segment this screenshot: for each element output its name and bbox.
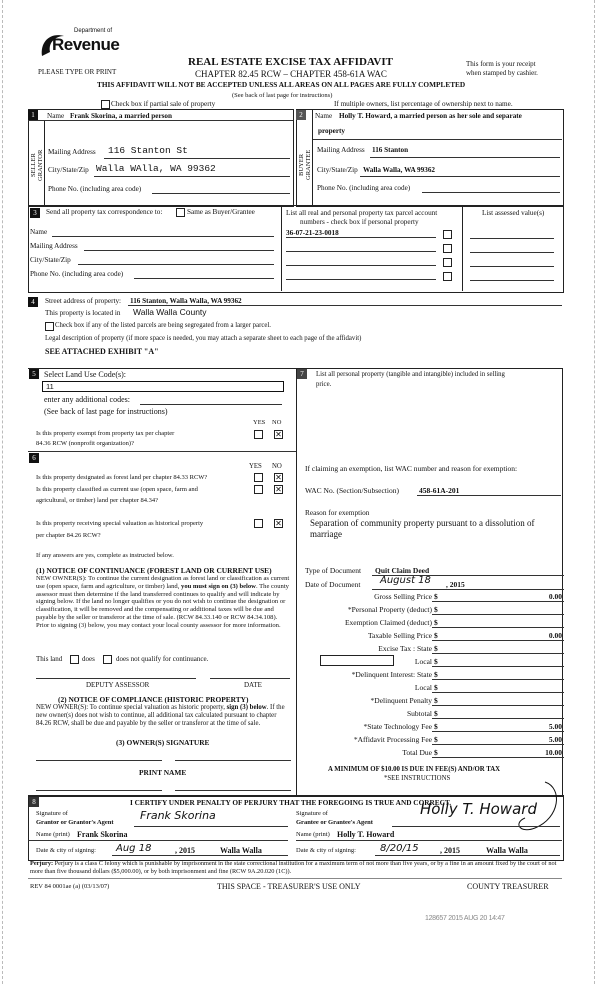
section-2-number: 2 bbox=[296, 110, 306, 120]
grantee-sig-label-1: Signature of bbox=[296, 810, 328, 817]
notice-compliance-body: NEW OWNER(S): To continue special valuation as historic property, sign (3) below. If the new owner(s) does not wish to continue, all additional tax calculated pursuant to chapter 84.26 RCW, shall be due and payable by the seller or transferor at the time of sale. bbox=[36, 704, 285, 727]
land-use-label: Select Land Use Code(s): bbox=[44, 370, 126, 379]
section-3-number: 3 bbox=[30, 208, 40, 218]
currency-symbol: $ bbox=[434, 735, 438, 744]
land-use-code: 11 bbox=[46, 382, 54, 391]
buyer-phone-label: Phone No. (including area code) bbox=[317, 184, 411, 192]
receipt-note-1: This form is your receipt bbox=[466, 60, 536, 68]
cashier-stamp: 128657 2015 AUG 20 14:47 bbox=[425, 915, 505, 922]
partial-sale-label: Check box if partial sale of property bbox=[111, 100, 216, 108]
historic-question-1: Is this property receiving special valuation as historical property bbox=[36, 520, 204, 527]
grantee-year: , 2015 bbox=[440, 846, 460, 855]
fee-label: *Delinquent Interest: State bbox=[351, 670, 432, 679]
receipt-note-2: when stamped by cashier. bbox=[466, 69, 538, 77]
yes-header: YES bbox=[253, 419, 266, 426]
parcel-header-1: List all real and personal property tax parcel account bbox=[286, 209, 438, 217]
segregated-label: Check box if any of the listed parcels are being segregated from a larger parcel. bbox=[55, 322, 271, 329]
exempt-no-checkbox-checked[interactable]: ✕ bbox=[275, 430, 282, 439]
doc-type-label: Type of Document bbox=[305, 566, 362, 575]
exemption-reason[interactable]: Separation of community property pursuant to a dissolution of marriage bbox=[310, 518, 535, 539]
does-label: does bbox=[82, 655, 95, 663]
currency-symbol: $ bbox=[434, 683, 438, 692]
current-use-question-2: agricultural, or timber) land per chapter 84.34? bbox=[36, 497, 159, 504]
notice-continuance-title: (1) NOTICE OF CONTINUANCE (FOREST LAND OR CURRENT USE) bbox=[36, 566, 272, 575]
same-as-buyer-label: Same as Buyer/Grantee bbox=[187, 208, 255, 216]
assessed-value-field[interactable] bbox=[470, 266, 554, 267]
buyer-mailing-label: Mailing Address bbox=[317, 146, 365, 154]
logo-name: Revenue bbox=[52, 35, 120, 54]
doc-date-year: , 2015 bbox=[446, 580, 465, 589]
no-header: NO bbox=[272, 419, 282, 426]
doc-type[interactable]: Quit Claim Deed bbox=[375, 566, 430, 575]
grantor-sig-label-2: Grantor or Grantor's Agent bbox=[36, 819, 114, 826]
grantee-city[interactable]: Walla Walla bbox=[486, 846, 528, 855]
treasurer-space-label: THIS SPACE - TREASURER'S USE ONLY bbox=[217, 882, 361, 891]
grantee-name[interactable]: Holly T. Howard bbox=[337, 830, 395, 839]
parcel-number-field[interactable] bbox=[286, 265, 436, 266]
personal-property-checkbox[interactable] bbox=[443, 272, 452, 281]
corr-city-label: City/State/Zip bbox=[30, 256, 71, 264]
fee-label: *State Technology Fee bbox=[363, 722, 432, 731]
same-as-buyer-checkbox[interactable] bbox=[176, 208, 185, 217]
seller-side-label: SELLER GRANTOR bbox=[30, 149, 44, 181]
corr-mailing-field[interactable] bbox=[84, 250, 274, 251]
currency-symbol: $ bbox=[434, 605, 438, 614]
currency-symbol: $ bbox=[434, 670, 438, 679]
parcel-number[interactable]: 36-07-21-23-0018 bbox=[286, 229, 339, 237]
located-in-label: This property is located in bbox=[45, 309, 121, 317]
owner-signature-field-2[interactable] bbox=[175, 760, 291, 761]
local-rate-field[interactable] bbox=[320, 655, 394, 666]
doc-date-label: Date of Document bbox=[305, 580, 361, 589]
current-use-no-checkbox-checked[interactable]: ✕ bbox=[275, 485, 282, 494]
section-6-number: 6 bbox=[29, 453, 39, 463]
personal-property-label-cont: price. bbox=[316, 381, 332, 388]
corr-name-field[interactable] bbox=[52, 236, 274, 237]
does-not-label: does not qualify for continuance. bbox=[116, 655, 209, 663]
fee-value[interactable]: 10.00 bbox=[545, 748, 562, 757]
form-title: REAL ESTATE EXCISE TAX AFFIDAVIT bbox=[188, 56, 393, 68]
fee-label: *Personal Property (deduct) bbox=[347, 605, 432, 614]
exempt-question-2: 84.36 RCW (nonprofit organization)? bbox=[36, 440, 134, 447]
perjury-notice: Perjury: Perjury is a class C felony which is punishable by imprisonment in the state correctional institution for a maximum term of not more than five years, or by a fine in an amount fixed by the court of not more than five thousand dollars ($5,000.00), or by both imprisonment and fine (RCW 9A.20.020 (1C)). bbox=[30, 860, 557, 875]
exemption-label: If claiming an exemption, list WAC number and reason for exemption: bbox=[305, 464, 518, 473]
please-type: PLEASE TYPE OR PRINT bbox=[38, 68, 117, 76]
currency-symbol: $ bbox=[434, 618, 438, 627]
land-use-see-back: (See back of last page for instructions) bbox=[44, 407, 168, 416]
street-address[interactable]: 116 Stanton, Walla Walla, WA 99362 bbox=[130, 297, 242, 305]
buyer-name-label: Name bbox=[315, 112, 333, 120]
yes-header: YES bbox=[249, 463, 262, 470]
partial-sale-checkbox[interactable] bbox=[101, 100, 110, 109]
historic-yes-checkbox[interactable] bbox=[254, 519, 263, 528]
currency-symbol: $ bbox=[434, 657, 438, 666]
fee-label: Local bbox=[414, 657, 432, 666]
buyer-name[interactable]: Holly T. Howard, a married person as her sole and separate bbox=[339, 112, 522, 120]
grantor-sig-label-1: Signature of bbox=[36, 810, 68, 817]
seller-phone-field[interactable] bbox=[152, 193, 290, 194]
multiple-owners-note: If multiple owners, list percentage of ownership next to name. bbox=[334, 100, 513, 108]
currency-symbol: $ bbox=[434, 696, 438, 705]
wac-label: WAC No. (Section/Subsection) bbox=[305, 486, 399, 495]
grantee-date[interactable]: 8/20/15 bbox=[380, 843, 419, 854]
fee-value[interactable]: 0.00 bbox=[548, 592, 562, 601]
this-land-label: This land bbox=[36, 655, 63, 663]
signature-flourish-icon bbox=[505, 778, 565, 838]
personal-property-checkbox[interactable] bbox=[443, 230, 452, 239]
personal-property-label: List all personal property (tangible and intangible) included in selling bbox=[316, 371, 505, 378]
assessed-value-field[interactable] bbox=[470, 280, 554, 281]
see-back-note: (See back of last page for instructions) bbox=[232, 92, 333, 99]
grantor-name[interactable]: Frank Skorina bbox=[77, 830, 128, 839]
forest-no-checkbox-checked[interactable]: ✕ bbox=[275, 473, 282, 482]
grantee-date-label: Date & city of signing: bbox=[296, 847, 356, 854]
buyer-city[interactable]: Walla Walla, WA 99362 bbox=[363, 166, 436, 174]
fee-label: *Delinquent Penalty bbox=[370, 696, 432, 705]
historic-question-2: per chapter 84.26 RCW? bbox=[36, 532, 101, 539]
currency-symbol: $ bbox=[434, 631, 438, 640]
county-treasurer-label: COUNTY TREASURER bbox=[467, 882, 549, 891]
reason-label: Reason for exemption bbox=[305, 508, 370, 517]
parcel-number-field[interactable] bbox=[286, 279, 436, 280]
section-8-number: 8 bbox=[29, 797, 39, 807]
seller-city[interactable]: Walla WAlla, WA 99362 bbox=[96, 163, 216, 174]
assessed-value-field[interactable] bbox=[470, 252, 554, 253]
buyer-mailing[interactable]: 116 Stanton bbox=[372, 146, 409, 154]
currency-symbol: $ bbox=[434, 592, 438, 601]
notice-continuance-body: NEW OWNER(S): To continue the current designation as forest land or classification as current use (open space, farm and agriculture, or timber) land, you must sign on (3) below. The county assessor must then determine if the land transferred continues to qualify and will indicate by signing below. If the land no longer qualifies or you do not wish to continue the designation or classification, it will be removed and the compensating or additional taxes will be due and payable by the seller or transferor at the time of sale. (RCW 84.33.140 or RCW 84.34.108). Prior to signing (3) below, you may contact your local county assessor for more information. bbox=[36, 575, 290, 629]
print-name-field-1[interactable] bbox=[36, 790, 162, 791]
fee-label: *Affidavit Processing Fee bbox=[353, 735, 432, 744]
fee-label: Excise Tax : State bbox=[378, 644, 432, 653]
street-address-label: Street address of property: bbox=[45, 297, 122, 305]
dor-logo bbox=[38, 26, 123, 66]
seller-name[interactable]: Frank Skorina, a married person bbox=[70, 112, 173, 120]
personal-property-checkbox[interactable] bbox=[443, 258, 452, 267]
owner-signature-label: (3) OWNER(S) SIGNATURE bbox=[116, 738, 210, 747]
grantee-name-label: Name (print) bbox=[296, 831, 330, 838]
corr-city-field[interactable] bbox=[78, 264, 274, 265]
seller-phone-label: Phone No. (including area code) bbox=[48, 185, 142, 193]
notice-compliance-title: (2) NOTICE OF COMPLIANCE (HISTORIC PROPERTY) bbox=[58, 695, 249, 704]
personal-property-checkbox[interactable] bbox=[443, 244, 452, 253]
logo-dept: Department of bbox=[74, 28, 113, 34]
currency-symbol: $ bbox=[434, 748, 438, 757]
corr-mailing-label: Mailing Address bbox=[30, 242, 78, 250]
certify-statement: I CERTIFY UNDER PENALTY OF PERJURY THAT THE FOREGOING IS TRUE AND CORRECT. bbox=[130, 798, 452, 807]
legal-description[interactable]: SEE ATTACHED EXHIBIT "A" bbox=[45, 347, 159, 356]
doc-date-handwritten[interactable]: August 18 bbox=[380, 575, 431, 586]
grantor-name-label: Name (print) bbox=[36, 831, 70, 838]
grantee-signature[interactable]: Holly T. Howard bbox=[420, 800, 537, 818]
fee-label: Subtotal bbox=[406, 709, 432, 718]
grantor-signature[interactable]: Frank Skorina bbox=[140, 809, 216, 822]
historic-no-checkbox-checked[interactable]: ✕ bbox=[275, 519, 282, 528]
fee-label: Gross Selling Price bbox=[374, 592, 432, 601]
minimum-due-note: A MINIMUM OF $10.00 IS DUE IN FEE(S) AND/OR TAX bbox=[328, 766, 501, 773]
section-7-number: 7 bbox=[297, 369, 307, 379]
buyer-side-label: BUYER GRANTEE bbox=[298, 149, 312, 181]
no-header: NO bbox=[272, 463, 282, 470]
assessed-value-field[interactable] bbox=[470, 238, 554, 239]
print-name-field-2[interactable] bbox=[175, 790, 291, 791]
exempt-yes-checkbox[interactable] bbox=[254, 430, 263, 439]
current-use-question-1: Is this property classified as current use (open space, farm and bbox=[36, 486, 198, 493]
seller-name-label: Name bbox=[47, 112, 65, 120]
deputy-assessor-label: DEPUTY ASSESSOR bbox=[86, 681, 150, 689]
deputy-assessor-signature-field[interactable] bbox=[36, 678, 196, 679]
parcel-header-2: numbers - check box if personal property bbox=[300, 218, 419, 226]
form-number: REV 84 0001ae (a) (03/13/07) bbox=[30, 883, 110, 890]
forest-yes-checkbox[interactable] bbox=[254, 473, 263, 482]
wac-number[interactable]: 458-61A-201 bbox=[419, 486, 460, 495]
owner-signature-field-1[interactable] bbox=[36, 760, 162, 761]
county[interactable]: Walla Walla County bbox=[133, 307, 207, 317]
section-1-number: 1 bbox=[28, 110, 38, 120]
fee-label: Taxable Selling Price bbox=[367, 631, 432, 640]
additional-codes-label: enter any additional codes: bbox=[44, 395, 130, 404]
corr-phone-label: Phone No. (including area code) bbox=[30, 270, 124, 278]
segregated-checkbox[interactable] bbox=[45, 322, 54, 331]
grantor-date[interactable]: Aug 18 bbox=[116, 843, 152, 854]
parcel-number-field[interactable] bbox=[286, 251, 436, 252]
grantor-year: , 2015 bbox=[175, 846, 195, 855]
section-5-number: 5 bbox=[29, 369, 39, 379]
buyer-phone-field[interactable] bbox=[422, 192, 560, 193]
fee-value[interactable]: 0.00 bbox=[548, 631, 562, 640]
section-4-number: 4 bbox=[28, 297, 38, 307]
currency-symbol: $ bbox=[434, 644, 438, 653]
current-use-yes-checkbox[interactable] bbox=[254, 485, 263, 494]
fee-label: Total Due bbox=[402, 748, 432, 757]
warning-line: THIS AFFIDAVIT WILL NOT BE ACCEPTED UNLESS ALL AREAS ON ALL PAGES ARE FULLY COMPLETED bbox=[97, 80, 466, 89]
send-correspondence-label: Send all property tax correspondence to: bbox=[46, 208, 163, 216]
see-instructions-note: *SEE INSTRUCTIONS bbox=[384, 775, 451, 782]
print-name-label: PRINT NAME bbox=[139, 768, 187, 777]
currency-symbol: $ bbox=[434, 709, 438, 718]
chapter-line: CHAPTER 82.45 RCW – CHAPTER 458-61A WAC bbox=[195, 69, 387, 79]
if-yes-note: If any answers are yes, complete as instructed below. bbox=[36, 552, 174, 559]
exempt-question-1: Is this property exempt from property tax per chapter bbox=[36, 430, 175, 437]
fee-value[interactable]: 5.00 bbox=[548, 735, 562, 744]
land-does-not-checkbox[interactable] bbox=[103, 655, 112, 664]
additional-codes-field[interactable] bbox=[140, 404, 282, 405]
fee-label: Local bbox=[414, 683, 432, 692]
fee-value[interactable]: 5.00 bbox=[548, 722, 562, 731]
grantee-sig-label-2: Grantee or Grantee's Agent bbox=[296, 819, 373, 826]
currency-symbol: $ bbox=[434, 722, 438, 731]
buyer-name-cont: property bbox=[318, 127, 346, 135]
fee-label: Exemption Claimed (deduct) bbox=[344, 618, 432, 627]
seller-mailing-label: Mailing Address bbox=[48, 148, 96, 156]
legal-description-label: Legal description of property (if more space is needed, you may attach a separate sheet to each page of the affidavit) bbox=[45, 335, 362, 342]
corr-name-label: Name bbox=[30, 228, 48, 236]
assessor-date-label: DATE bbox=[244, 681, 262, 689]
seller-city-label: City/State/Zip bbox=[48, 166, 89, 174]
grantor-city[interactable]: Walla Walla bbox=[220, 846, 262, 855]
buyer-city-label: City/State/Zip bbox=[317, 166, 358, 174]
assessor-date-field[interactable] bbox=[210, 678, 290, 679]
land-use-code-field[interactable] bbox=[42, 381, 284, 392]
seller-mailing[interactable]: 116 Stanton St bbox=[108, 145, 188, 156]
corr-phone-field[interactable] bbox=[134, 278, 274, 279]
forest-land-question: Is this property designated as forest land per chapter 84.33 RCW? bbox=[36, 474, 208, 481]
land-does-checkbox[interactable] bbox=[70, 655, 79, 664]
grantor-date-label: Date & city of signing: bbox=[36, 847, 96, 854]
assessed-header: List assessed value(s) bbox=[482, 209, 545, 217]
